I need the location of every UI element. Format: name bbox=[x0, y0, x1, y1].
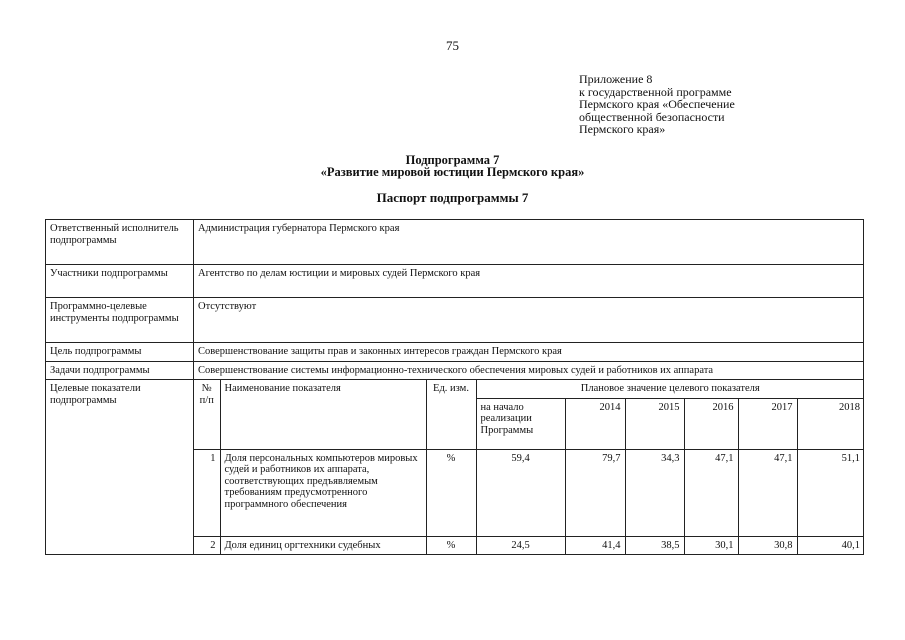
passport-row-instruments bbox=[46, 298, 864, 343]
indicator-name: Доля единиц оргтехники судебных bbox=[220, 536, 426, 554]
appendix-note bbox=[579, 73, 735, 136]
indicators-table bbox=[194, 380, 864, 554]
indicator-value: 51,1 bbox=[797, 449, 864, 536]
year-header: 2017 bbox=[738, 398, 797, 449]
indicator-row bbox=[194, 449, 864, 536]
appendix-line: Пермского края» bbox=[579, 122, 666, 136]
indicators-cell bbox=[194, 380, 864, 555]
indicator-value: 40,1 bbox=[797, 536, 864, 554]
appendix-line: к государственной программе bbox=[579, 84, 732, 99]
subprogram-title: Подпрограмма 7 bbox=[405, 153, 500, 167]
passport-row-participants bbox=[46, 265, 864, 298]
indicator-start: 59,4 bbox=[476, 449, 565, 536]
page-number: 75 bbox=[446, 38, 459, 53]
indicator-unit: % bbox=[426, 449, 476, 536]
passport-row-tasks bbox=[46, 361, 864, 380]
indicator-start: 24,5 bbox=[476, 536, 565, 554]
col-unit-header: Ед. изм. bbox=[426, 380, 476, 449]
responsible-value: Администрация губернатора Пермского края bbox=[194, 220, 864, 265]
year-header: 2018 bbox=[797, 398, 864, 449]
indicator-unit: % bbox=[426, 536, 476, 554]
col-num-header: № п/п bbox=[194, 380, 220, 449]
indicators-header-row bbox=[194, 380, 864, 398]
indicator-value: 30,8 bbox=[738, 536, 797, 554]
subprogram-name: «Развитие мировой юстиции Пермского края» bbox=[320, 165, 585, 179]
responsible-label: Ответственный исполнитель подпрограммы bbox=[46, 220, 194, 265]
indicator-row bbox=[194, 536, 864, 554]
col-planned-header: Плановое значение целевого показателя bbox=[476, 380, 864, 398]
indicators-label: Целевые показатели подпрограммы bbox=[46, 380, 194, 555]
indicator-value: 79,7 bbox=[565, 449, 625, 536]
instruments-value: Отсутствуют bbox=[194, 298, 864, 343]
passport-row-indicators bbox=[46, 380, 864, 555]
goal-value: Совершенствование защиты прав и законных интересов граждан Пермского края bbox=[194, 343, 864, 362]
year-header: 2016 bbox=[684, 398, 738, 449]
year-header: 2015 bbox=[625, 398, 684, 449]
indicator-value: 34,3 bbox=[625, 449, 684, 536]
participants-label: Участники подпрограммы bbox=[46, 265, 194, 298]
instruments-label: Программно-целевые инструменты подпрограммы bbox=[46, 298, 194, 343]
appendix-line: общественной безопасности bbox=[579, 109, 725, 124]
indicator-value: 47,1 bbox=[738, 449, 797, 536]
goal-label: Цель подпрограммы bbox=[46, 343, 194, 362]
appendix-line: Приложение 8 bbox=[579, 72, 653, 86]
tasks-value: Совершенствование системы информационно-технического обеспечения мировых судей и работников их аппарата bbox=[194, 361, 864, 380]
passport-row-responsible bbox=[46, 220, 864, 265]
participants-value: Агентство по делам юстиции и мировых судей Пермского края bbox=[194, 265, 864, 298]
indicator-value: 41,4 bbox=[565, 536, 625, 554]
col-start-header: на начало реализации Программы bbox=[476, 398, 565, 449]
passport-row-goal bbox=[46, 343, 864, 362]
passport-title: Паспорт подпрограммы 7 bbox=[376, 190, 529, 205]
indicator-name: Доля персональных компьютеров мировых судей и работников их аппарата, соответствующих предъявляемым требованиям предусмотренного программного обеспечения bbox=[220, 449, 426, 536]
appendix-line: Пермского края «Обеспечение bbox=[579, 97, 735, 111]
passport-table bbox=[45, 219, 864, 555]
indicator-value: 47,1 bbox=[684, 449, 738, 536]
year-header: 2014 bbox=[565, 398, 625, 449]
indicator-num: 2 bbox=[194, 536, 220, 554]
tasks-label: Задачи подпрограммы bbox=[46, 361, 194, 380]
indicator-value: 30,1 bbox=[684, 536, 738, 554]
indicator-value: 38,5 bbox=[625, 536, 684, 554]
indicator-num: 1 bbox=[194, 449, 220, 536]
col-name-header: Наименование показателя bbox=[220, 380, 426, 449]
